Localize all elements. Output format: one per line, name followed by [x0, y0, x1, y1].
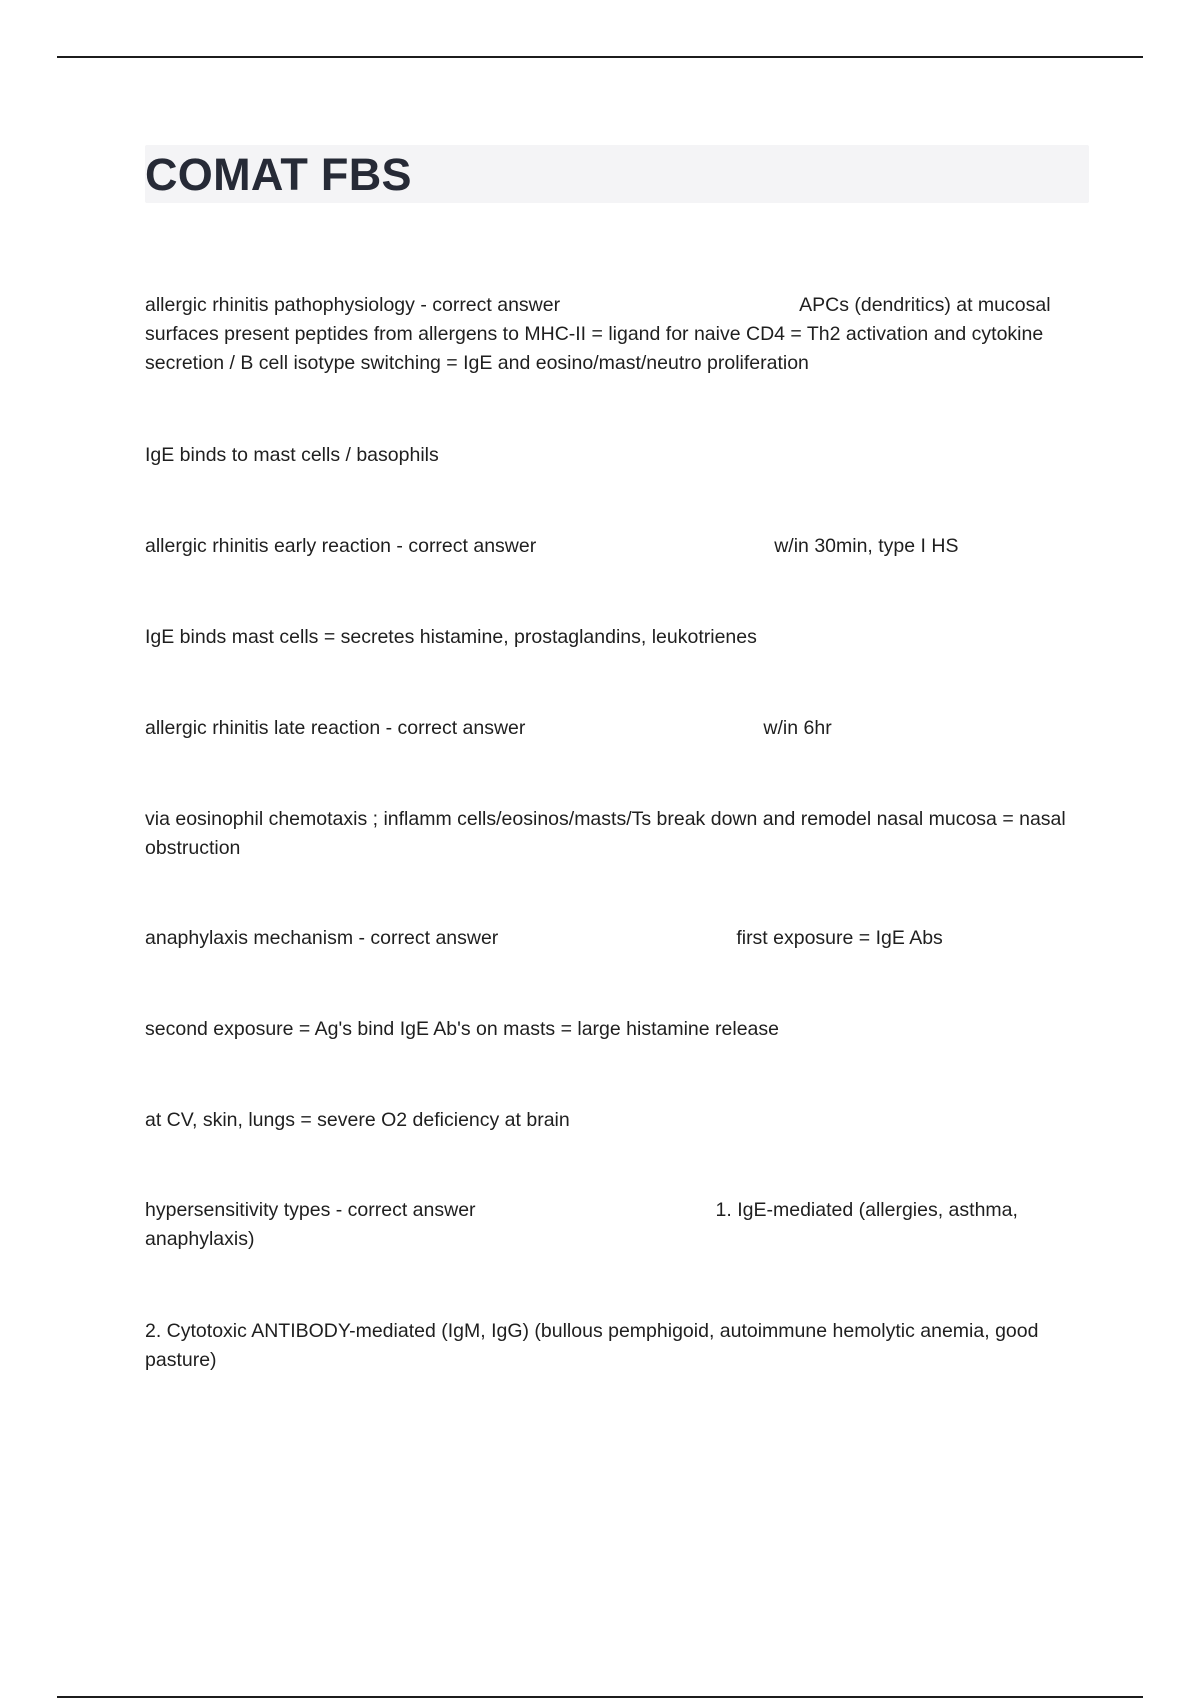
answer-text: first exposure = IgE Abs [736, 927, 943, 949]
note-text: second exposure = Ag's bind IgE Ab's on masts = large histamine release [145, 1018, 779, 1040]
question-text: allergic rhinitis pathophysiology - correct answer [145, 294, 561, 316]
qa-item [145, 1196, 1090, 1254]
note-text: IgE binds mast cells = secretes histamine, prostaglandins, leukotrienes [145, 626, 757, 648]
note-text: via eosinophil chemotaxis ; inflamm cells/eosinos/masts/Ts break down and remodel nasal mucosa = nasal obstruction [145, 808, 1066, 859]
qa-item [145, 924, 1090, 953]
question-text: allergic rhinitis early reaction - correct answer [145, 535, 537, 557]
answer-text: 1. IgE-mediated (allergies, asthma, anaphylaxis) [145, 1199, 1018, 1250]
qa-item [145, 291, 1090, 378]
question-text: allergic rhinitis late reaction - correct answer [145, 717, 526, 739]
note-text: 2. Cytotoxic ANTIBODY-mediated (IgM, IgG) (bullous pemphigoid, autoimmune hemolytic anemia, good pasture) [145, 1320, 1039, 1371]
title-banner [145, 145, 1089, 203]
bottom-rule [57, 1696, 1143, 1698]
answer-text: APCs (dendritics) at mucosal surfaces present peptides from allergens to MHC-II = ligand for naive CD4 = Th2 activation and cytokine secretion / B cell isotype switching = IgE and eosino/mast/neutro proliferation [145, 294, 1051, 374]
answer-text: w/in 30min, type I HS [774, 535, 959, 557]
answer-text: w/in 6hr [763, 717, 832, 739]
document-title: COMAT FBS [145, 149, 412, 200]
top-rule [57, 56, 1143, 58]
note-text: IgE binds to mast cells / basophils [145, 444, 439, 466]
question-text: anaphylaxis mechanism - correct answer [145, 927, 499, 949]
qa-item [145, 532, 1090, 561]
question-text: hypersensitivity types - correct answer [145, 1199, 476, 1221]
note-text: at CV, skin, lungs = severe O2 deficiency at brain [145, 1109, 570, 1131]
qa-item [145, 714, 1090, 743]
